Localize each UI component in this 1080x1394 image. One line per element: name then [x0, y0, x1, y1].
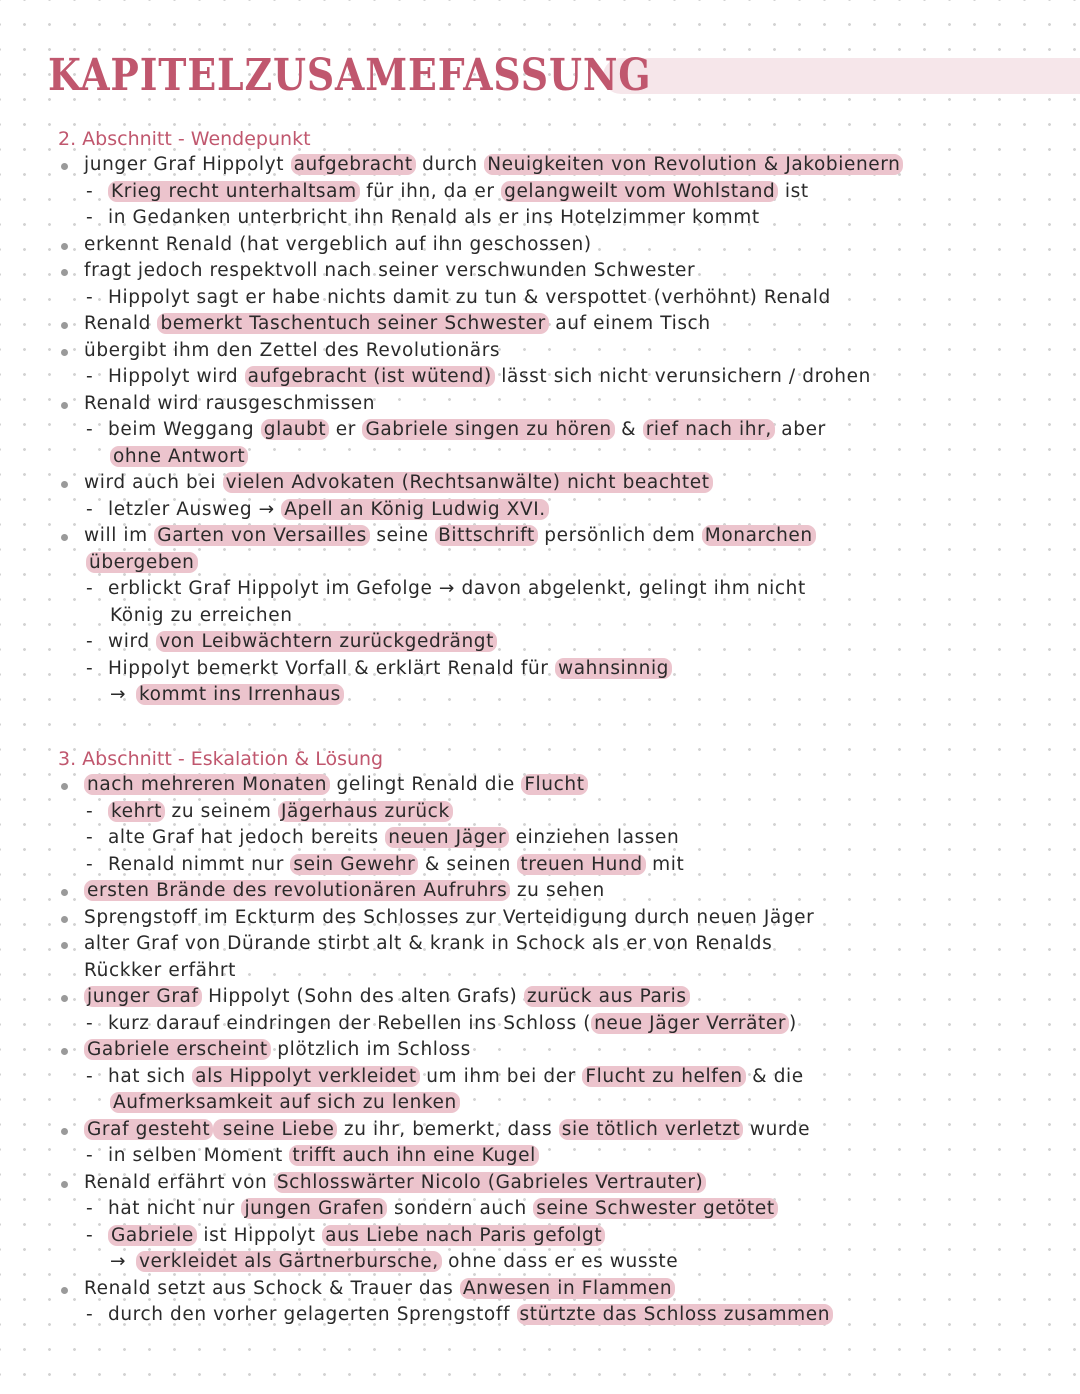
dash-marker: -: [86, 578, 94, 599]
highlighted-text: jungen Grafen: [241, 1198, 387, 1219]
dash-marker: -: [86, 1224, 94, 1246]
note-text: & die: [745, 1065, 804, 1087]
bullet-dot-icon: [61, 1128, 68, 1135]
bullet-dot-icon: [61, 481, 68, 488]
note-text: Hippolyt bemerkt Vorfall & erklärt Renald für: [108, 657, 555, 679]
note-text: & seinen: [418, 853, 518, 875]
note-line: [58, 984, 1068, 1011]
note-text: auf einem Tisch: [548, 313, 711, 334]
note-line: [58, 364, 1068, 391]
note-text: zu sehen: [510, 880, 605, 901]
note-text: Hippolyt wird: [108, 366, 245, 387]
note-line: [58, 682, 1068, 709]
note-text: mit: [645, 853, 685, 875]
highlighted-text: kommt ins Irrenhaus: [136, 684, 344, 705]
note-text: für ihn, da er: [359, 180, 502, 202]
note-line: [58, 417, 1068, 444]
bullet-dot-icon: [61, 349, 68, 356]
note-line: [58, 1196, 1068, 1223]
arrow-right-icon: →: [110, 1251, 127, 1272]
dash-marker: -: [86, 366, 94, 387]
bullet-dot-icon: [61, 995, 68, 1002]
note-line: [58, 205, 1068, 232]
highlighted-text: wahnsinnig: [555, 658, 672, 679]
note-text: zu seinem: [165, 800, 278, 822]
note-text: wurde: [743, 1118, 811, 1140]
note-text: durch: [415, 154, 485, 175]
highlighted-text: rief nach ihr,: [643, 419, 775, 440]
note-text: Hippolyt (Sohn des alten Grafs): [201, 986, 524, 1007]
dash-marker: -: [86, 286, 94, 308]
highlighted-text: trifft auch ihn eine Kugel: [289, 1145, 538, 1166]
note-text: sondern auch: [387, 1198, 534, 1219]
note-line: [58, 1037, 1068, 1064]
dash-marker: -: [86, 207, 94, 228]
note-line: [58, 391, 1068, 418]
note-line: [58, 1011, 1068, 1038]
note-line: [58, 931, 1068, 958]
highlighted-text: Gabriele: [108, 1225, 197, 1246]
note-text: einziehen lassen: [509, 827, 680, 848]
note-line: [58, 772, 1068, 799]
note-text: Renald wird rausgeschmissen: [84, 392, 376, 414]
note-text: Renald: [84, 313, 158, 334]
note-text: hat nicht nur: [108, 1198, 242, 1219]
note-text: König zu erreichen: [110, 604, 293, 626]
note-text: kurz darauf eindringen der Rebellen ins Schloss (: [108, 1012, 592, 1034]
note-line: [58, 338, 1068, 365]
note-line: [58, 497, 1068, 524]
note-line: [58, 285, 1068, 312]
note-text: zu ihr, bemerkt, dass: [337, 1118, 559, 1140]
note-text: will im: [84, 525, 155, 546]
note-line: [58, 523, 1068, 550]
highlighted-text: aufgebracht (ist wütend): [245, 366, 495, 387]
note-text: ohne dass er es wusste: [441, 1251, 679, 1272]
bullet-dot-icon: [61, 1181, 68, 1188]
page-title: KAPITELZUSAMEFASSUNG: [48, 50, 652, 101]
highlighted-text: Anwesen in Flammen: [460, 1278, 675, 1299]
section-3: [58, 746, 1068, 1329]
highlighted-text: Monarchen: [702, 525, 816, 546]
title-block: [48, 50, 1080, 110]
note-text: junger Graf Hippolyt: [84, 154, 291, 175]
highlighted-text: Aufmerksamkeit auf sich zu lenken: [110, 1092, 460, 1113]
highlighted-text: übergeben: [86, 552, 198, 573]
highlighted-text: verkleidet als Gärtnerbursche,: [136, 1251, 442, 1272]
highlighted-text: glaubt: [261, 419, 330, 440]
note-text: Renald nimmt nur: [108, 853, 291, 875]
note-text: alter Graf von Dürande stirbt alt & krank in Schock als er von Renalds: [84, 933, 773, 954]
note-line: [58, 958, 1068, 985]
note-line: [58, 825, 1068, 852]
highlighted-text: neuen Jäger: [385, 827, 509, 848]
bullet-dot-icon: [61, 1048, 68, 1055]
note-text: letzler Ausweg →: [108, 498, 282, 520]
bullet-dot-icon: [61, 1287, 68, 1294]
note-line: [58, 576, 1068, 603]
section-2-heading: 2. Abschnitt - Wendepunkt: [58, 128, 311, 150]
highlighted-text: sein Gewehr: [290, 854, 418, 875]
highlighted-text: Bittschrift: [435, 525, 538, 546]
dash-marker: -: [86, 1198, 94, 1219]
note-line: [58, 1064, 1068, 1091]
note-text: Sprengstoff im Eckturm des Schlosses zur Verteidigung durch neuen Jäger: [84, 906, 815, 928]
note-text: in Gedanken unterbricht ihn Renald als er ins Hotelzimmer kommt: [108, 207, 760, 228]
bullet-dot-icon: [61, 916, 68, 923]
highlighted-text: ersten Brände des revolutionären Aufruhrs: [84, 880, 510, 901]
note-text: erkennt Renald (hat vergeblich auf ihn geschossen): [84, 233, 592, 255]
note-line: [58, 311, 1068, 338]
note-line: [58, 1249, 1068, 1276]
note-line: [58, 603, 1068, 630]
note-text: gelingt Renald die: [330, 774, 522, 795]
highlighted-text: seine Schwester getötet: [533, 1198, 777, 1219]
note-line: [58, 852, 1068, 879]
note-text: seine: [369, 525, 436, 546]
note-text: lässt sich nicht verunsichern / drohen: [494, 366, 871, 387]
highlighted-text: aus Liebe nach Paris gefolgt: [322, 1225, 605, 1246]
note-text: er: [329, 419, 363, 440]
note-line: [58, 878, 1068, 905]
dash-marker: -: [86, 1065, 94, 1087]
note-line: [58, 1170, 1068, 1197]
dash-marker: -: [86, 498, 94, 520]
note-text: aber: [774, 419, 826, 440]
note-text: Renald setzt aus Schock & Trauer das: [84, 1277, 460, 1299]
note-text: Rückker erfährt: [84, 959, 236, 981]
highlighted-text: vielen Advokaten (Rechtsanwälte) nicht beachtet: [223, 472, 713, 493]
note-text: hat sich: [108, 1065, 193, 1087]
bullet-dot-icon: [61, 269, 68, 276]
note-text: übergibt ihm den Zettel des Revolutionärs: [84, 339, 501, 361]
arrow-right-icon: →: [110, 684, 127, 705]
note-text: wird: [108, 631, 157, 652]
highlighted-text: zurück aus Paris: [524, 986, 690, 1007]
note-text: beim Weggang: [108, 419, 261, 440]
highlighted-text: junger Graf: [84, 986, 202, 1007]
bullet-dot-icon: [61, 322, 68, 329]
highlighted-text: seine Liebe: [213, 1119, 337, 1140]
note-text: erblickt Graf Hippolyt im Gefolge → davon abgelenkt, gelingt ihm nicht: [108, 578, 806, 599]
note-text: fragt jedoch respektvoll nach seiner verschwunden Schwester: [84, 260, 696, 281]
dash-marker: -: [86, 800, 94, 822]
note-line: [58, 232, 1068, 259]
note-line: [58, 1276, 1068, 1303]
note-text: in selben Moment: [108, 1145, 290, 1166]
bullet-dot-icon: [61, 163, 68, 170]
highlighted-text: bemerkt Taschentuch seiner Schwester: [157, 313, 548, 334]
note-line: [58, 152, 1068, 179]
note-line: [58, 1143, 1068, 1170]
title-underline-bar: [603, 58, 1080, 94]
section-3-heading: 3. Abschnitt - Eskalation & Lösung: [58, 748, 384, 770]
note-line: [58, 1223, 1068, 1250]
note-line: [58, 1302, 1068, 1329]
note-line: [58, 444, 1068, 471]
note-text: persönlich dem: [537, 525, 702, 546]
bullet-dot-icon: [61, 783, 68, 790]
note-text: durch den vorher gelagerten Sprengstoff: [108, 1304, 517, 1325]
note-line: [58, 1117, 1068, 1144]
note-line: [58, 629, 1068, 656]
note-text: alte Graf hat jedoch bereits: [108, 827, 386, 848]
highlighted-text: Schlosswärter Nicolo (Gabrieles Vertrauter): [274, 1172, 707, 1193]
highlighted-text: stürtzte das Schloss zusammen: [517, 1304, 834, 1325]
section-2: [58, 126, 1068, 709]
highlighted-text: Graf gesteht: [84, 1119, 213, 1140]
note-text: Renald erfährt von: [84, 1171, 274, 1193]
highlighted-text: Flucht: [521, 774, 587, 795]
highlighted-text: von Leibwächtern zurückgedrängt: [156, 631, 497, 652]
dash-marker: -: [86, 1145, 94, 1166]
note-line: [58, 905, 1068, 932]
dash-marker: -: [86, 853, 94, 875]
note-line: [58, 799, 1068, 826]
note-text: plötzlich im Schloss: [270, 1039, 471, 1060]
highlighted-text: Flucht zu helfen: [582, 1066, 745, 1087]
note-line: [58, 1090, 1068, 1117]
note-text: Hippolyt sagt er habe nichts damit zu tun & verspottet (verhöhnt) Renald: [108, 286, 831, 308]
highlighted-text: Garten von Versailles: [154, 525, 370, 546]
dash-marker: -: [86, 1304, 94, 1325]
dash-marker: -: [86, 419, 94, 440]
highlighted-text: ohne Antwort: [110, 446, 248, 467]
note-line: [58, 656, 1068, 683]
dash-marker: -: [86, 631, 94, 652]
highlighted-text: kehrt: [108, 801, 165, 822]
note-text: ): [789, 1012, 797, 1034]
highlighted-text: Apell an König Ludwig XVI.: [281, 499, 549, 520]
bullet-dot-icon: [61, 243, 68, 250]
highlighted-text: als Hippolyt verkleidet: [192, 1066, 420, 1087]
bullet-dot-icon: [61, 889, 68, 896]
note-text: ist: [778, 180, 809, 202]
bullet-dot-icon: [61, 942, 68, 949]
note-line: [58, 179, 1068, 206]
highlighted-text: neue Jäger Verräter: [591, 1013, 789, 1034]
note-line: [58, 470, 1068, 497]
dash-marker: -: [86, 1012, 94, 1034]
highlighted-text: treuen Hund: [517, 854, 645, 875]
highlighted-text: nach mehreren Monaten: [84, 774, 330, 795]
highlighted-text: aufgebracht: [291, 154, 416, 175]
dash-marker: -: [86, 657, 94, 679]
bullet-dot-icon: [61, 534, 68, 541]
dash-marker: -: [86, 180, 94, 202]
highlighted-text: Gabriele singen zu hören: [362, 419, 614, 440]
note-text: &: [614, 419, 643, 440]
highlighted-text: Jägerhaus zurück: [278, 801, 453, 822]
bullet-dot-icon: [61, 402, 68, 409]
note-text: ist Hippolyt: [196, 1224, 323, 1246]
highlighted-text: sie tötlich verletzt: [559, 1119, 744, 1140]
highlighted-text: Gabriele erscheint: [84, 1039, 271, 1060]
note-line: [58, 550, 1068, 577]
note-text: um ihm bei der: [419, 1065, 583, 1087]
note-line: [58, 258, 1068, 285]
section-2-lines: [58, 152, 1068, 709]
highlighted-text: gelangweilt vom Wohlstand: [501, 181, 778, 202]
dash-marker: -: [86, 827, 94, 848]
section-3-lines: [58, 772, 1068, 1329]
note-text: wird auch bei: [84, 472, 223, 493]
highlighted-text: Krieg recht unterhaltsam: [108, 181, 360, 202]
highlighted-text: Neuigkeiten von Revolution & Jakobienern: [484, 154, 903, 175]
